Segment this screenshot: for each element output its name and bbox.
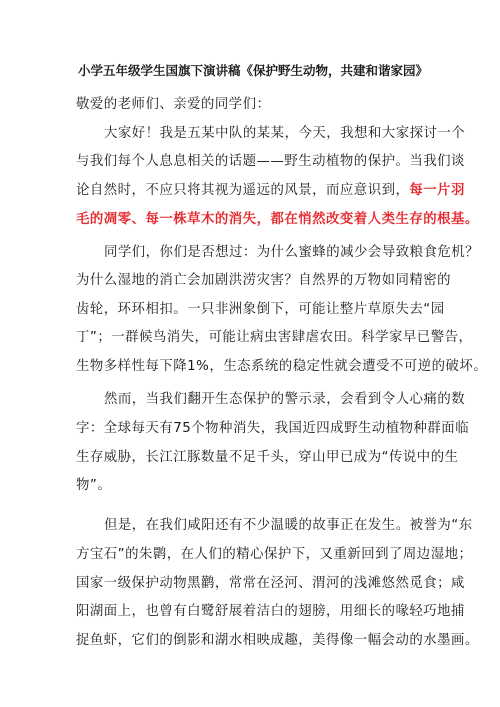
highlighted-text: 每一片羽 <box>409 183 465 198</box>
paragraph-line: 然而，当我们翻开生态保护的警示录，会看到令人心痛的数 <box>104 392 466 407</box>
paragraph-line: 大家好！我是五某中队的某某，今天，我想和大家探讨一个 <box>104 126 466 141</box>
paragraph-line: 与我们每个人息息相关的话题——野生动植物的保护。当我们谈 <box>76 154 465 169</box>
paragraph-line: 但是，在我们咸阳还有不少温暖的故事正在发生。被誉为“东 <box>104 518 473 533</box>
paragraph-line: 齿轮，环环相扣。一只非洲象倒下，可能让整片草原失去“园 <box>76 302 445 317</box>
paragraph-text: 论自然时，不应只将其视为遥远的风景，而应意识到， <box>76 183 410 198</box>
paragraph-line: 丁”；一群候鸟消失，可能让病虫害肆虐农田。科学家早已警告， <box>76 330 473 345</box>
paragraph-line: 同学们，你们是否想过：为什么蜜蜂的减少会导致粮食危机？ <box>104 245 480 260</box>
paragraph-line: 物”。 <box>76 478 112 493</box>
paragraph-line: 生物多样性每下降1%，生态系统的稳定性就会遭受不可逆的破坏。 <box>76 359 488 374</box>
paragraph-line: 捉鱼虾，它们的倒影和湖水相映成趣，美得像一幅会动的水墨画。 <box>76 633 479 648</box>
highlighted-text: 毛的凋零、每一株草木的消失，都在悄然改变着人类生存的根基。 <box>76 212 479 227</box>
paragraph-line <box>76 182 465 200</box>
salutation: 敬爱的老师们、亲爱的同学们： <box>76 97 271 112</box>
paragraph-line: 字：全球每天有75个物种消失，我国近四成野生动植物种群面临 <box>76 421 470 436</box>
document-title: 小学五年级学生国旗下演讲稿《保护野生动物，共建和谐家园》 <box>78 63 429 78</box>
paragraph-line: 为什么湿地的消亡会加剧洪涝灾害？自然界的万物如同精密的 <box>76 273 452 288</box>
paragraph-line: 国家一级保护动物黑鹳，常常在泾河、渭河的浅滩悠然觅食；咸 <box>76 576 465 591</box>
paragraph-line: 方宝石”的朱鹮，在人们的精心保护下，又重新回到了周边湿地； <box>76 547 473 562</box>
paragraph-line: 阳湖面上，也曾有白鹭舒展着洁白的翅膀，用细长的喙轻巧地捕 <box>76 604 465 619</box>
paragraph-line: 生存威胁，长江江豚数量不足千头，穿山甲已成为“传说中的生 <box>76 450 459 465</box>
